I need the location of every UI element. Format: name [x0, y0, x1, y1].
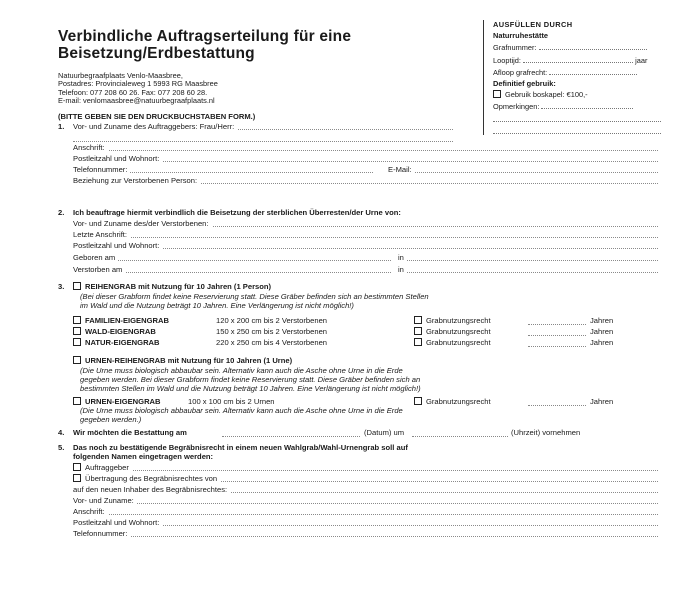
reihengrab-label: REIHENGRAB mit Nutzung für 10 Jahren (1 Person) [85, 282, 272, 291]
jahren-label: Jahren [590, 327, 614, 336]
address-block [58, 72, 218, 106]
boskapel-label: Gebruik boskapel: €100,- [505, 89, 588, 99]
urnen-reihengrab-checkbox[interactable] [73, 356, 81, 364]
grabnutzungsrecht-label: Grabnutzungsrecht [426, 338, 491, 347]
grabnutzungsrecht-label: Grabnutzungsrecht [426, 327, 491, 336]
telefon-label: Telefonnummer: [73, 165, 130, 174]
urnen-eigengrab-note: (Die Urne muss biologisch abbaubar sein. Alternativ kann auch die Asche ohne Urne in die Erde [80, 406, 403, 415]
uebertragung-checkbox[interactable] [73, 474, 81, 482]
grave-option[interactable] [73, 316, 169, 325]
deceased-name-field[interactable] [73, 219, 658, 228]
client-name-label: Vor- und Zuname des Auftraggebers: Frau/Herr: [73, 122, 237, 131]
section-number: 3. [58, 282, 65, 291]
holder-name-field[interactable] [73, 496, 658, 505]
born-label: Geboren am [73, 253, 118, 262]
datum-label: (Datum) um [364, 428, 405, 437]
grabnutzungsrecht-checkbox[interactable] [414, 316, 422, 324]
new-holder-field[interactable] [73, 485, 658, 494]
grave-option[interactable] [73, 327, 156, 336]
section5-title: folgenden Namen eingetragen werden: [73, 452, 214, 461]
ceremony-date-field[interactable] [222, 436, 360, 437]
boskapel-checkbox[interactable] [493, 90, 501, 98]
jahren-label: Jahren [590, 316, 614, 325]
last-address-label: Letzte Anschrift: [73, 230, 130, 239]
died-date-field[interactable] [73, 265, 391, 274]
address-line: E-mail: venlomaasbree@natuurbegraafplaats.nl [58, 96, 215, 106]
anschrift-label: Anschrift: [73, 143, 108, 152]
address-line: Telefoon: 077 208 60 26. Fax: 077 208 60 28. [58, 87, 208, 97]
deceased-name-label: Vor- und Zuname des/der Verstorbenen: [73, 219, 212, 228]
holder-address-label: Anschrift: [73, 507, 108, 516]
died-place-field[interactable] [398, 265, 658, 274]
uhrzeit-label: (Uhrzeit) vornehmen [511, 428, 581, 437]
section2-title: Ich beauftrage hiermit verbindlich die Beisetzung der sterblichen Überresten/der Urne von: [73, 208, 401, 217]
grave-option-checkbox[interactable] [73, 316, 81, 324]
section5-title: Das noch zu bestätigende Begräbnisrecht in einem neuen Wahlgrab/Wahl-Urnengrab soll auf [73, 443, 408, 452]
opmerkingen-label: Opmerkingen: [493, 102, 540, 112]
grabnutzungsrecht-checkbox[interactable] [414, 327, 422, 335]
plz-field[interactable] [73, 154, 658, 163]
uebertragung-option[interactable] [73, 474, 658, 483]
office-subheading: Naturruhestätte [493, 30, 549, 40]
looptijd-label: Looptijd: [493, 55, 521, 65]
holder-plz-label: Postleitzahl und Wohnort: [73, 518, 162, 527]
holder-address-field[interactable] [73, 507, 658, 516]
telefon-field[interactable] [73, 165, 373, 174]
grave-option-checkbox[interactable] [73, 338, 81, 346]
born-date-field[interactable] [73, 253, 391, 262]
urnen-reihengrab-label: URNEN-REIHENGRAB mit Nutzung für 10 Jahren (1 Urne) [85, 356, 293, 365]
email-field[interactable] [388, 165, 658, 174]
urnen-reihengrab-option[interactable] [73, 356, 292, 365]
reihengrab-checkbox[interactable] [73, 282, 81, 290]
afloop-row[interactable] [493, 66, 673, 79]
anschrift-field[interactable] [73, 143, 658, 152]
urnen-eigengrab-right[interactable] [414, 397, 491, 406]
title-line-1: Verbindliche Auftragserteilung für eine [58, 28, 352, 45]
grabnutzungsrecht-label: Grabnutzungsrecht [426, 397, 491, 406]
office-heading: AUSFÜLLEN DURCH [493, 20, 573, 29]
grave-option[interactable] [73, 338, 160, 347]
jahren-label: Jahren [590, 397, 614, 406]
afloop-label: Afloop grafrecht: [493, 68, 548, 78]
grave-right-option[interactable] [414, 338, 491, 347]
in-label: in [398, 253, 407, 262]
plz-label: Postleitzahl und Wohnort: [73, 154, 162, 163]
email-label: E-Mail: [388, 165, 415, 174]
grafnummer-row[interactable] [493, 41, 673, 54]
holder-plz-field[interactable] [73, 518, 658, 527]
urnen-note: bestimmten Stellen im Wald und die Nutzung beträgt 10 Jahren. Eine Verlängerung ist nicht möglich!) [80, 384, 421, 393]
jaar-label: jaar [635, 55, 648, 65]
reihengrab-note: (Bei dieser Grabform findet keine Reservierung statt. Diese Gräber befinden sich an bestimmten Stellen [80, 292, 429, 301]
holder-phone-label: Telefonnummer: [73, 529, 130, 538]
beziehung-field[interactable] [73, 176, 658, 185]
grabnutzungsrecht-checkbox[interactable] [414, 338, 422, 346]
uebertragung-label: Übertragung des Begräbnisrechtes von [85, 474, 218, 483]
reihengrab-option[interactable] [73, 282, 271, 291]
grave-size: 120 x 200 cm bis 2 Verstorbenen [216, 316, 328, 325]
ceremony-time-field[interactable] [412, 436, 508, 437]
in-label: in [398, 265, 407, 274]
address-line: Postadres: Provincialeweg 1 5993 RG Maasbree [58, 79, 218, 89]
title-line-2: Beisetzung/Erdbestattung [58, 45, 255, 62]
years-field[interactable] [528, 346, 586, 347]
years-field[interactable] [528, 335, 586, 336]
died-label: Verstorben am [73, 265, 125, 274]
auftraggeber-label: Auftraggeber [85, 463, 129, 472]
holder-phone-field[interactable] [73, 529, 658, 538]
grabnutzungsrecht-label: Grabnutzungsrecht [426, 316, 491, 325]
ceremony-text: Wir möchten die Bestattung am [73, 428, 187, 437]
born-place-field[interactable] [398, 253, 658, 262]
reihengrab-note: im Wald und die Nutzung beträgt 10 Jahren. Eine Verlängerung ist nicht möglich!) [80, 301, 354, 310]
last-address-field[interactable] [73, 230, 658, 239]
grave-option-checkbox[interactable] [73, 327, 81, 335]
client-name-field[interactable] [73, 122, 453, 131]
grave-option-label: WALD-EIGENGRAB [85, 327, 156, 336]
form-title [58, 28, 438, 62]
urnen-eigengrab-size: 100 x 100 cm bis 2 Urnen [188, 397, 275, 406]
beziehung-label: Beziehung zur Verstorbenen Person: [73, 176, 200, 185]
years-field[interactable] [528, 324, 586, 325]
jahren-label: Jahren [590, 338, 614, 347]
grave-size: 150 x 250 cm bis 2 Verstorbenen [216, 327, 328, 336]
office-use-box [483, 20, 673, 135]
section-number: 1. [58, 122, 65, 131]
boskapel-row[interactable] [493, 90, 673, 101]
grabnutzungsrecht-checkbox[interactable] [414, 397, 422, 405]
auftraggeber-checkbox[interactable] [73, 463, 81, 471]
new-holder-label: auf den neuen Inhaber des Begräbnisrechtes: [73, 485, 230, 494]
auftraggeber-option[interactable] [73, 463, 658, 472]
grave-size: 220 x 250 cm bis 4 Verstorbenen [216, 338, 328, 347]
urnen-eigengrab-option[interactable] [73, 397, 161, 406]
urnen-eigengrab-checkbox[interactable] [73, 397, 81, 405]
section-number: 2. [58, 208, 65, 217]
deceased-plz-label: Postleitzahl und Wohnort: [73, 241, 162, 250]
definitief-label: Definitief gebruik: [493, 78, 556, 88]
section-number: 4. [58, 428, 65, 437]
opmerkingen-row[interactable] [493, 100, 673, 113]
urnen-eigengrab-note: gegeben werden.) [80, 415, 142, 424]
grave-right-option[interactable] [414, 316, 491, 325]
deceased-plz-field[interactable] [73, 241, 658, 250]
urnen-note: gegeben werden. Bei dieser Grabform findet keine Reservierung statt. Diese Gräber befinden sich an [80, 375, 421, 384]
grave-right-option[interactable] [414, 327, 491, 336]
grave-option-label: NATUR-EIGENGRAB [85, 338, 160, 347]
block-letters-note: (BITTE GEBEN SIE DEN DRUCKBUCHSTABEN FORM.) [58, 112, 256, 121]
section-number: 5. [58, 443, 65, 452]
grave-option-label: FAMILIEN-EIGENGRAB [85, 316, 169, 325]
urnen-eigengrab-label: URNEN-EIGENGRAB [85, 397, 161, 406]
urnen-note: (Die Urne muss biologisch abbaubar sein. Alternativ kann auch die Asche ohne Urne in die Erde [80, 366, 403, 375]
grafnummer-label: Grafnummer: [493, 43, 537, 53]
holder-name-label: Vor- und Zuname: [73, 496, 137, 505]
address-line: Natuurbegraafplaats Venlo-Maasbree, [58, 71, 183, 80]
looptijd-row[interactable] [493, 54, 673, 67]
